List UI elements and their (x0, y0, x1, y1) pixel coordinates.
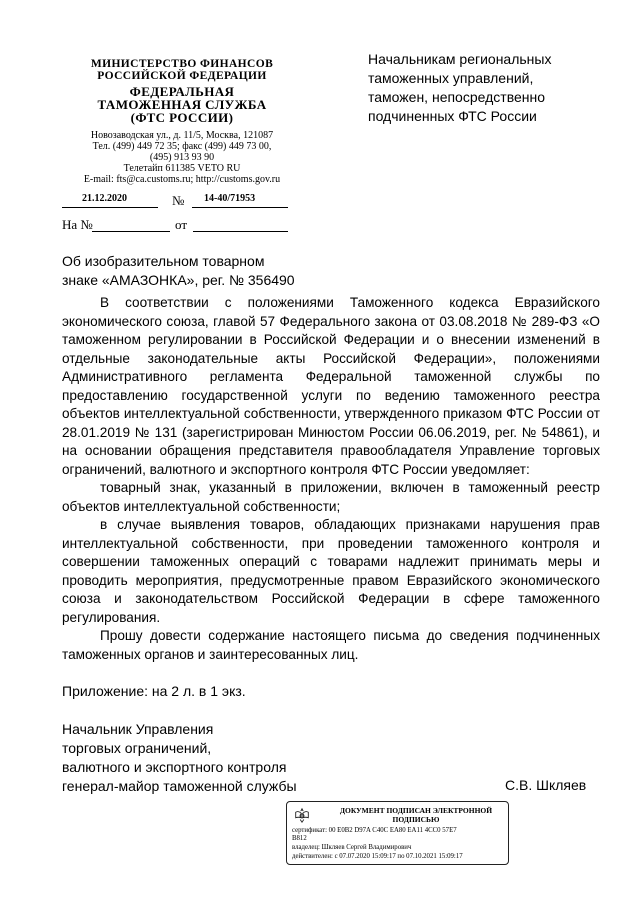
reg-number-sign: № (172, 193, 185, 208)
signer-line-2: торговых ограничений, (62, 740, 212, 756)
from-label: от (175, 217, 188, 232)
body-paragraph-3: в случае выявления товаров, обладающих признаками нарушения прав интеллектуальной собственности, при проведении таможенного контроля и совершении таможенных операций с товарами надлежит принимать меры и проводить мероприятия, предусмотренные правом Евразийского экономического союза и законодательством Российской Федерации в сфере таможенного регулирования. (62, 517, 600, 625)
stamp-certificate: сертификат: 00 E0B2 D97A C40C EA80 EA11 4CC0 57E7 (292, 827, 457, 834)
recipient-line-3: таможен, непосредственно (368, 89, 546, 105)
e-signature-stamp (286, 801, 509, 865)
subject-line-1: Об изобразительном товарном (62, 253, 265, 269)
body-paragraph-4: Прошу довести содержание настоящего письма до сведения подчиненных таможенных органов и заинтересованных лиц. (62, 628, 600, 662)
stamp-owner: владелец: Шкляев Сергей Владимирович (292, 844, 412, 851)
ministry-line-1: МИНИСТЕРСТВО ФИНАНСОВ (90, 58, 274, 70)
recipient-line-1: Начальникам региональных (368, 51, 552, 67)
phone-2: (495) 913 93 90 (149, 152, 215, 163)
signer-line-3: валютного и экспортного контроля (62, 759, 287, 775)
service-name (62, 85, 302, 124)
signer-name: С.В. Шкляев (505, 777, 587, 793)
signer-line-1: Начальник Управления (62, 721, 214, 737)
letter-body (62, 294, 600, 664)
reg-date: 21.12.2020 (82, 193, 127, 204)
service-line-2: ТАМОЖЕННАЯ СЛУЖБА (97, 97, 267, 112)
telex: Телетайп 611385 VETO RU (123, 163, 241, 174)
subject-line-2: знаке «АМАЗОНКА», рег. № 356490 (62, 272, 295, 288)
service-line-3: (ФТС РОССИИ) (130, 110, 234, 125)
ref-label: На № (62, 217, 93, 232)
service-line-1: ФЕДЕРАЛЬНАЯ (129, 84, 235, 99)
attachment-note: Приложение: на 2 л. в 1 экз. (62, 683, 246, 699)
reg-number: 14-40/71953 (204, 193, 256, 204)
body-paragraph-1: В соответствии с положениями Таможенного кодекса Евразийского экономического союза, главой 57 Федерального закона от 03.08.2018 № 289-ФЗ «О таможенном регулировании в Российской Федерации и о внесении изменений в отдельные законодательные акты Российской Федерации», положениями Административного регламента Федеральной таможенной службы по предоставлению государственной услуги по ведению таможенного реестра объектов интеллектуальной собственности, утвержденного приказом ФТС России от 28.01.2019 № 131 (зарегистрирован Минюстом России 06.06.2019, рег. № 54861), и на основании обращения представителя правообладателя Управление торговых ограничений, валютного и экспортного контроля ФТС России уведомляет: (62, 295, 600, 477)
stamp-certificate-tail: B812 (292, 835, 307, 842)
recipient-line-2: таможенных управлений, (368, 70, 534, 86)
reg-number-underline (192, 207, 288, 208)
from-underline (193, 231, 288, 232)
email: E-mail: fts@ca.customs.ru; http://customs.gov.ru (83, 174, 281, 185)
address: Новозаводская ул., д. 11/5, Москва, 121087 (90, 130, 274, 141)
stamp-title (327, 806, 505, 824)
recipient-block (368, 50, 618, 126)
body-paragraph-2: товарный знак, указанный в приложении, включен в таможенный реестр объектов интеллектуальной собственности; (62, 480, 600, 514)
contacts-block (62, 130, 302, 185)
subject (62, 252, 362, 290)
ref-underline (92, 231, 170, 232)
ministry-name (62, 58, 302, 82)
signer-title (62, 720, 362, 796)
phone: Тел. (499) 449 72 35; факс (499) 449 73 00, (92, 141, 272, 152)
stamp-title-line-2: ПОДПИСЬЮ (392, 815, 440, 824)
emblem-icon (293, 806, 311, 824)
recipient-line-4: подчиненных ФТС России (368, 108, 537, 124)
stamp-validity: действителен: с 07.07.2020 15:09:17 по 07.10.2021 15:09:17 (292, 853, 463, 860)
stamp-title-line-1: ДОКУМЕНТ ПОДПИСАН ЭЛЕКТРОННОЙ (339, 806, 493, 815)
ministry-line-2: РОССИЙСКОЙ ФЕДЕРАЦИИ (97, 70, 267, 82)
signer-line-4: генерал-майор таможенной службы (62, 778, 297, 794)
reg-date-underline (62, 207, 158, 208)
